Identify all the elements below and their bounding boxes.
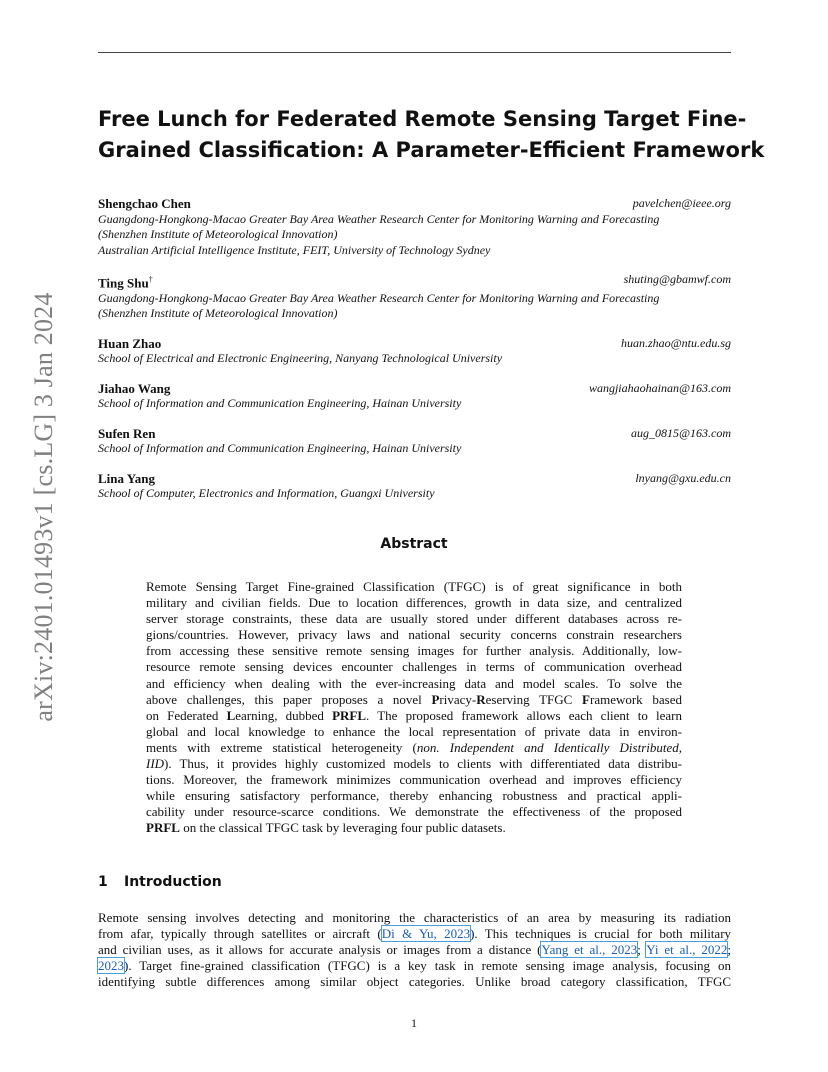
intro-line — [98, 942, 731, 958]
author-name: Jiahao Wang — [98, 380, 171, 396]
author-email[interactable]: pavelchen@ieee.org — [632, 196, 731, 210]
abstract-line: server storage constraints, these data are usually stored under different databases across re- — [146, 611, 682, 627]
abstract-line: gions/countries. However, privacy laws and national security concerns constrain researchers — [146, 627, 682, 643]
abstract-line: while ensuring satisfactory performance, thereby enhancing robustness and practical appli- — [146, 788, 682, 804]
abstract-line: global and local knowledge to enhance the local representation of private data in environ- — [146, 723, 682, 739]
intro-line — [98, 926, 731, 942]
author-name-wrap — [98, 196, 191, 212]
author-row — [98, 272, 731, 291]
author-name: Huan Zhao — [98, 335, 162, 351]
top-rule — [98, 52, 731, 53]
author-affiliation: Guangdong-Hongkong-Macao Greater Bay Area Weather Research Center for Monitoring Warning and Forecasting — [98, 290, 660, 305]
abstract-line: ments with extreme statistical heterogeneity (non. Independent and Identically Distributed, — [146, 739, 683, 755]
author-name-wrap — [98, 272, 153, 291]
author-affiliation: (Shenzhen Institute of Meteorological Innovation) — [98, 227, 338, 241]
author-email[interactable]: shuting@gbamwf.com — [623, 272, 731, 286]
author-affiliation: School of Information and Communication Engineering, Hainan University — [98, 396, 462, 411]
author-name-wrap — [98, 336, 161, 352]
author-name: Sufen Ren — [98, 425, 156, 441]
abstract-line: resource remote sensing devices encounter challenges in terms of communication overhead — [146, 659, 682, 675]
introduction-text — [98, 910, 731, 990]
author-block — [98, 336, 731, 367]
author-name-wrap — [98, 426, 155, 442]
intro-line — [98, 958, 731, 974]
page-number: 1 — [411, 1016, 417, 1030]
author-row — [98, 381, 731, 397]
intro-text: ). This techniques is crucial for both military — [470, 926, 732, 942]
author-affiliation: School of Electrical and Electronic Engineering, Nanyang Technological University — [98, 351, 503, 366]
abstract-line: cability under resource-scarce conditions. We demonstrate the effectiveness of the proposed — [146, 804, 682, 820]
citation-link[interactable]: Yang et al., 2023 — [541, 942, 638, 958]
author-name: Shengchao Chen — [98, 196, 191, 211]
section-number: 1 — [98, 874, 108, 890]
intro-text: ; — [727, 942, 731, 958]
author-footnote-mark: † — [148, 275, 153, 284]
author-name: Lina Yang — [98, 470, 155, 486]
title-line: Free Lunch for Federated Remote Sensing Target Fine- — [98, 107, 747, 131]
author-row — [98, 426, 731, 442]
author-block — [98, 272, 731, 322]
author-block — [98, 381, 731, 412]
abstract-line: military and civilian fields. Due to location differences, growth in data size, and centralized — [146, 595, 682, 611]
author-email[interactable]: lnyang@gxu.edu.cn — [635, 470, 731, 485]
author-email[interactable]: huan.zhao@ntu.edu.sg — [620, 335, 731, 350]
abstract-line: PRFL on the classical TFGC task by leveraging four public datasets. — [146, 820, 506, 836]
abstract-heading: Abstract — [380, 536, 448, 552]
citation-link[interactable]: Di & Yu, 2023 — [381, 926, 471, 942]
title-line: Grained Classification: A Parameter-Efficient Framework — [98, 138, 765, 162]
citation-link[interactable]: 2023 — [98, 958, 124, 974]
author-block — [98, 426, 731, 457]
author-row — [98, 471, 731, 487]
section-title: Introduction — [124, 874, 222, 890]
author-row — [98, 336, 731, 352]
author-email[interactable]: aug_0815@163.com — [630, 425, 731, 440]
abstract-line: Remote Sensing Target Fine-grained Classification (TFGC) is of great significance in both — [146, 579, 682, 594]
author-affiliation: School of Information and Communication Engineering, Hainan University — [98, 441, 462, 456]
intro-line: Remote sensing involves detecting and monitoring the characteristics of an area by measuring its radiation — [98, 910, 731, 925]
author-name-wrap — [98, 471, 155, 487]
paper-title — [98, 104, 765, 166]
author-block — [98, 196, 731, 258]
intro-text: ; — [637, 942, 647, 958]
author-name: Ting Shu — [98, 275, 149, 291]
intro-text: from afar, typically through satellites or aircraft ( — [98, 926, 382, 942]
intro-text: ). Target fine-grained classification (TFGC) is a key task in remote sensing image analysis, focusing on — [124, 958, 731, 974]
author-row — [98, 196, 731, 212]
author-block — [98, 471, 731, 502]
author-email[interactable]: wangjiahaohainan@163.com — [588, 380, 731, 395]
abstract-line: above challenges, this paper proposes a novel Privacy-Reserving TFGC Framework based — [146, 691, 682, 707]
author-list — [98, 196, 731, 516]
author-affiliation: Guangdong-Hongkong-Macao Greater Bay Area Weather Research Center for Monitoring Warning and Forecasting — [98, 211, 660, 226]
section-heading — [98, 874, 222, 890]
abstract-body — [146, 579, 682, 837]
citation-link[interactable]: Yi et al., 2022 — [646, 942, 728, 958]
author-name-wrap — [98, 381, 170, 397]
abstract-line: on Federated Learning, dubbed PRFL. The proposed framework allows each client to learn — [146, 707, 682, 723]
author-affiliation: School of Computer, Electronics and Information, Guangxi University — [98, 486, 435, 501]
author-affiliation: (Shenzhen Institute of Meteorological Innovation) — [98, 306, 338, 321]
intro-text: and civilian uses, as it allows for accurate analysis or images from a distance ( — [98, 942, 542, 958]
abstract-line: IID). Thus, it provides highly customized models to clients with differentiated data distribu- — [146, 756, 682, 772]
intro-line: identifying subtle differences among similar object categories. Unlike broad category classification, TFGC — [98, 974, 731, 990]
arxiv-identifier: arXiv:2401.01493v1 [cs.LG] 3 Jan 2024 — [29, 292, 58, 722]
abstract-line: and efficiency when dealing with the ever-increasing data and model scales. To solve the — [146, 675, 682, 691]
author-affiliation: Australian Artificial Intelligence Institute, FEIT, University of Technology Sydney — [98, 242, 491, 257]
abstract-line: tions. Moreover, the framework minimizes communication overhead and improves efficiency — [146, 772, 682, 788]
abstract-line: from accessing these sensitive remote sensing images for further analysis. Additionally, low- — [146, 643, 682, 659]
